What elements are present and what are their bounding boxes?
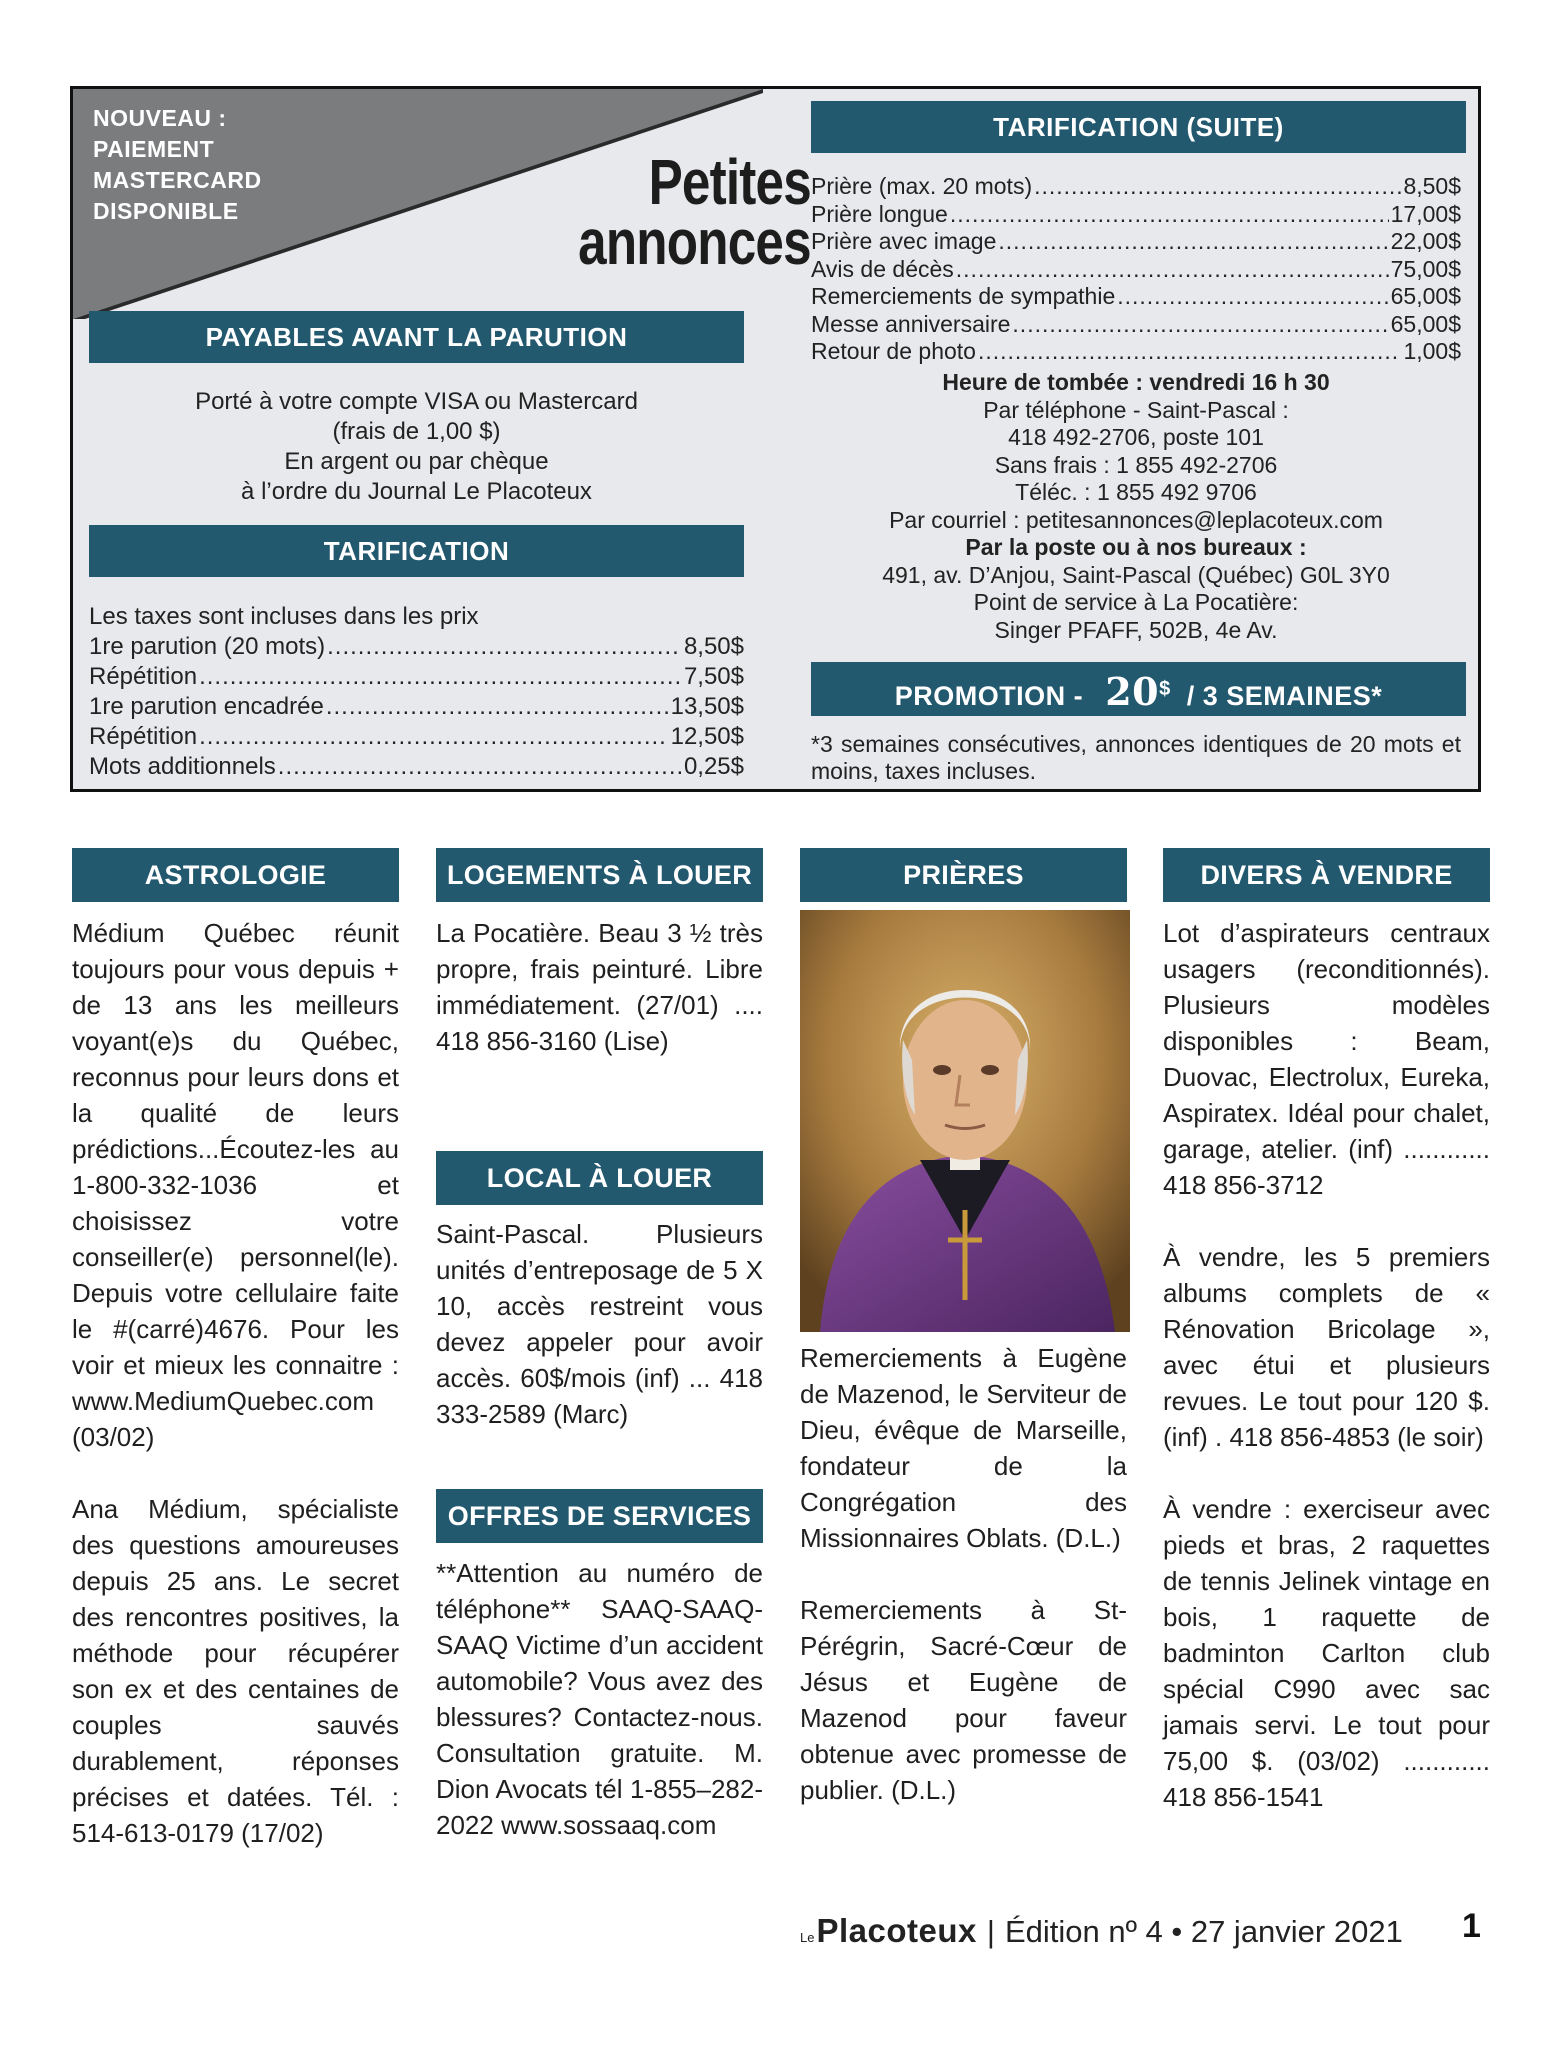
contact-line: Téléc. : 1 855 492 9706: [1015, 479, 1257, 505]
logements-heading: LOGEMENTS À LOUER: [436, 848, 763, 902]
deadline-text: Heure de tombée : vendredi 16 h 30: [942, 369, 1330, 395]
promotion-bar: [811, 662, 1466, 716]
classified-ad: La Pocatière. Beau 3 ½ très propre, frais peinturé. Libre immédiatement. (27/01) .... 418 856-3160 (Lise): [436, 918, 763, 1056]
contact-line: Par téléphone - Saint-Pascal :: [983, 396, 1289, 423]
price-row: Répétition ..... 7,50$: [89, 662, 744, 692]
local-ads: [436, 1216, 763, 1432]
classified-ad: Remerciements à Eugène de Mazenod, le Serviteur de Dieu, évêque de Marseille, fondateur de la Congrégation des Missionnaires Oblats. (D.L.): [800, 1343, 1127, 1553]
price-row: Prière avec image ..... 22,00$: [811, 228, 1461, 256]
promotion-duration: / 3 SEMAINES*: [1186, 681, 1383, 711]
classified-ad: Médium Québec réunit toujours pour vous depuis + de 13 ans les meilleurs voyant(e)s du Québec, reconnus pour leurs dons et la qualité de leurs prédictions...Écoutez-les au 1-800-332-1036 et choisissez votre conseiller(e) personnel(le). Depuis votre cellulaire faite le #(carré)4676. Pour les voir et mieux les connaitre : www.MediumQuebec.com (03/02): [72, 918, 399, 1452]
logements-ads: [436, 915, 763, 1059]
payables-line: à l’ordre du Journal Le Placoteux: [241, 478, 592, 505]
promotion-note: *3 semaines consécutives, annonces identiques de 20 mots et moins, taxes incluses.: [811, 731, 1461, 784]
price-row: Retour de photo ..... 1,00$: [811, 338, 1461, 366]
promotion-label: PROMOTION -: [894, 681, 1084, 711]
price-row: Messe anniversaire ..... 65,00$: [811, 311, 1461, 339]
classified-ad: Saint-Pascal. Plusieurs unités d’entreposage de 5 X 10, accès restreint vous devez appeler pour avoir accès. 60$/mois (inf) ... 418 333-2589 (Marc): [436, 1219, 763, 1429]
payables-line: Porté à votre compte VISA ou Mastercard: [195, 388, 638, 415]
brand-logo: Placoteux: [816, 1912, 977, 1949]
promo-line-3: MASTERCARD: [93, 167, 262, 193]
tarification-suite-list: [811, 173, 1461, 366]
divers-heading: DIVERS À VENDRE: [1163, 848, 1490, 902]
divers-ads: [1163, 915, 1490, 1815]
payables-text: [89, 387, 744, 507]
contact-line: Sans frais : 1 855 492-2706: [994, 451, 1278, 478]
tarification-list: [89, 602, 744, 782]
price-row: Mots additionnels ..... 0,25$: [89, 752, 744, 782]
address-line: Point de service à La Pocatière:: [973, 589, 1299, 615]
price-row: 1re parution (20 mots) ..... 8,50$: [89, 632, 744, 662]
offres-ads: [436, 1555, 763, 1843]
classified-ad: Lot d’aspirateurs centraux usagers (reconditionnés). Plusieurs modèles disponibles : Beam, Duovac, Electrolux, Eureka, Aspiratex. Idéal pour chalet, garage, atelier. (inf) ............ 418 856-3712: [1163, 918, 1490, 1200]
promo-line-2: PAIEMENT: [93, 136, 215, 162]
tarification-suite-heading: TARIFICATION (SUITE): [811, 101, 1466, 153]
rates-box: [70, 86, 1481, 792]
address-line: 491, av. D’Anjou, Saint-Pascal (Québec) G0L 3Y0: [882, 561, 1390, 588]
promotion-currency: $: [1159, 678, 1171, 700]
prieres-heading: PRIÈRES: [800, 848, 1127, 902]
price-row: Répétition ..... 12,50$: [89, 722, 744, 752]
payables-heading: PAYABLES AVANT LA PARUTION: [89, 311, 744, 363]
price-row: Prière (max. 20 mots) ..... 8,50$: [811, 173, 1461, 201]
offres-heading: OFFRES DE SERVICES: [436, 1489, 763, 1543]
edition-info: Édition nº 4 • 27 janvier 2021: [1004, 1914, 1403, 1949]
saint-portrait-image: [800, 910, 1130, 1332]
classified-ad: **Attention au numéro de téléphone** SAAQ-SAAQ-SAAQ Victime d’un accident automobile? Vous avez des blessures? Contactez-nous. Consultation gratuite. M. Dion Avocats tél 1-855–282-2022 www.sossaaq.com: [436, 1558, 763, 1840]
promotion-price: 20: [1105, 669, 1160, 714]
contact-block: [811, 369, 1461, 644]
address-line: Singer PFAFF, 502B, 4e Av.: [994, 616, 1278, 643]
brand-prefix: Le: [800, 1930, 815, 1945]
local-heading: LOCAL À LOUER: [436, 1151, 763, 1205]
email-line: Par courriel : petitesannonces@leplacoteux.com: [889, 506, 1383, 533]
classified-ad: Ana Médium, spécialiste des questions amoureuses depuis 25 ans. Le secret des rencontres positives, la méthode pour récupérer son ex et des centaines de couples sauvés durablement, réponses précises et datées. Tél. : 514-613-0179 (17/02): [72, 1494, 399, 1848]
payables-line: (frais de 1,00 $): [332, 418, 501, 445]
price-row: Prière longue ..... 17,00$: [811, 201, 1461, 229]
payables-line: En argent ou par chèque: [284, 448, 549, 475]
tarification-heading: TARIFICATION: [89, 525, 744, 577]
prieres-ads: [800, 1340, 1127, 1808]
promo-line-1: NOUVEAU :: [93, 105, 227, 131]
page-footer: [800, 1912, 1403, 1950]
astrologie-ads: [72, 915, 399, 1851]
tarification-intro: Les taxes sont incluses dans les prix: [89, 603, 479, 630]
classified-ad: Remerciements à St-Pérégrin, Sacré-Cœur de Jésus et Eugène de Mazenod pour faveur obtenue avec promesse de publier. (D.L.): [800, 1595, 1127, 1805]
footer-separator: |: [986, 1914, 995, 1949]
section-title-line2: annonces: [578, 206, 811, 278]
section-title-line1: Petites: [648, 146, 811, 218]
classified-ad: À vendre, les 5 premiers albums complets de « Rénovation Bricolage », avec étui et plusieurs revues. Le tout pour 120 $. (inf) . 418 856-4853 (le soir): [1163, 1242, 1490, 1452]
promo-line-4: DISPONIBLE: [93, 198, 239, 224]
price-row: Remerciements de sympathie ..... 65,00$: [811, 283, 1461, 311]
page-number: 1: [1462, 1907, 1481, 1945]
classified-ad: À vendre : exerciseur avec pieds et bras, 2 raquettes de tennis Jelinek vintage en bois, 1 raquette de badminton Carlton club spécial C990 avec sac jamais servi. Le tout pour 75,00 $. (03/02) ............ 418 856-1541: [1163, 1494, 1490, 1812]
price-row: Avis de décès ..... 75,00$: [811, 256, 1461, 284]
post-heading: Par la poste ou à nos bureaux :: [965, 534, 1307, 560]
price-row: 1re parution encadrée ..... 13,50$: [89, 692, 744, 722]
contact-line: 418 492-2706, poste 101: [1008, 424, 1264, 450]
astrologie-heading: ASTROLOGIE: [72, 848, 399, 902]
